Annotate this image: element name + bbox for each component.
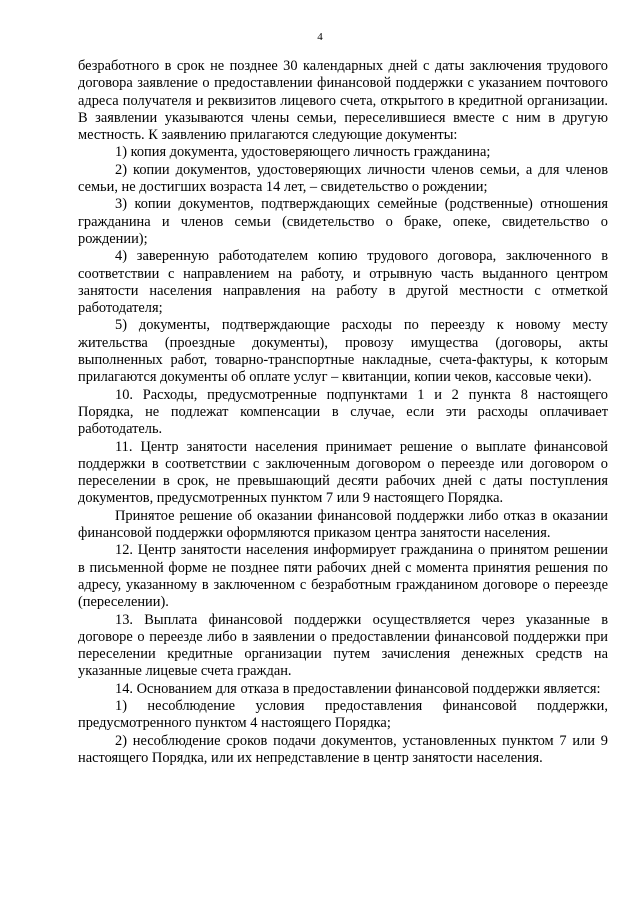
paragraph: 12. Центр занятости населения информирует гражданина о принятом решении в письменной форме не позднее пяти рабочих дней с момента принятия решения по адресу, указанному в заключенном с безработным гражданином договоре о переезде (переселении). [78,542,608,611]
list-item: 1) несоблюдение условия предоставления финансовой поддержки, предусмотренного пунктом 4 настоящего Порядка; [78,697,608,732]
list-item: 1) копия документа, удостоверяющего личность гражданина; [115,144,491,161]
list-item: 4) заверенную работодателем копию трудового договора, заключенного в соответствии с направлением на работу, и отрывную часть выданного центром занятости населения направления на работу в другой местности с отметкой работодателя; [78,248,608,317]
paragraph: 11. Центр занятости населения принимает решение о выплате финансовой поддержки в соответствии с заключенным договором о переезде или договором о переселении в срок, не превышающий десяти рабочих дней с даты поступления документов, предусмотренных пунктом 7 или 9 настоящего Порядка. [78,438,608,507]
list-item: 2) несоблюдение сроков подачи документов, установленных пунктом 7 или 9 настоящего Порядка, или их непредставление в центр занятости населения. [78,732,608,766]
list-item: 2) копии документов, удостоверяющих личности членов семьи, а для членов семьи, не достигших возраста 14 лет, – свидетельство о рождении; [78,161,608,196]
paragraph: 10. Расходы, предусмотренные подпунктами 1 и 2 пункта 8 настоящего Порядка, не подлежат компенсации в случае, если эти расходы оплачивает работодатель. [78,386,608,438]
page-number: 4 [317,31,323,43]
paragraph: Принятое решение об оказании финансовой поддержки либо отказ в оказании финансовой поддержки оформляются приказом центра занятости населения. [78,507,608,542]
paragraph: 13. Выплата финансовой поддержки осуществляется через указанные в договоре о переезде либо в заявлении о предоставлении финансовой поддержки при переселении кредитные организации путем зачисления денежных средств на указанные лицевые счета граждан. [78,611,608,680]
paragraph: безработного в срок не позднее 30 календарных дней с даты заключения трудового договора заявление о предоставлении финансовой поддержки с указанием почтового адреса получателя и реквизитов лицевого счета, открытого в кредитной организации. В заявлении указываются члены семьи, переселившиеся вместе с ним в другую местность. К заявлению прилагаются следующие документы: [78,58,608,144]
paragraph: 14. Основанием для отказа в предоставлении финансовой поддержки является: [115,680,601,697]
list-item: 5) документы, подтверждающие расходы по переезду к новому месту жительства (проездные документы), провозу имущества (договоры, акты выполненных работ, товарно-транспортные накладные, счета-фактуры, к которым прилагаются документы об оплате услуг – квитанции, копии чеков, кассовые чеки). [78,317,608,386]
list-item: 3) копии документов, подтверждающих семейные (родственные) отношения гражданина и членов семьи (свидетельство о браке, опеке, свидетельство о рождении); [78,196,608,247]
document-body [78,58,608,767]
